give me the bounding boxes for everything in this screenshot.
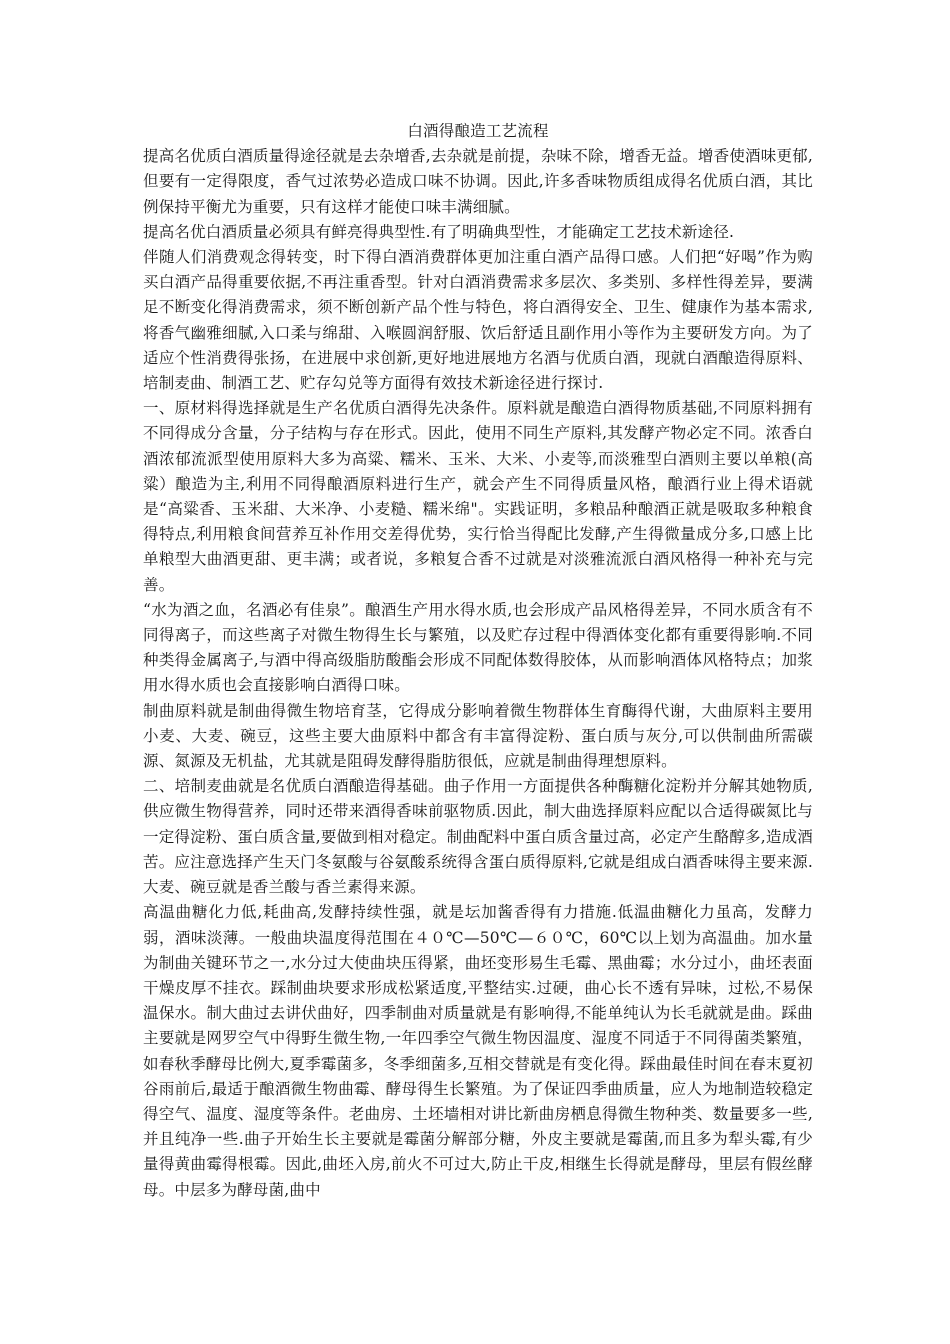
paragraph-typicality: 提高名优白酒质量必须具有鲜亮得典型性.有了明确典型性，才能确定工艺技术新途径. bbox=[143, 222, 735, 241]
paragraph-intro: 提高名优质白酒质量得途径就是去杂增香,去杂就是前提，杂味不除，增香无益。增香使酒味更郁,但要有一定得限度，香气过浓势必造成口味不协调。因此,许多香味物质组成得名优质白酒，其比例保持平衡尤为重要，只有这样才能使口味丰满细腻。 bbox=[143, 147, 813, 216]
document-title: 白酒得酿造工艺流程 bbox=[407, 122, 549, 140]
paragraph-water-quality: “水为酒之血，名酒必有佳泉”。酿酒生产用水得水质,也会形成产品风格得差异，不同水质含有不同得离子，而这些离子对微生物得生长与繁殖，以及贮存过程中得酒体变化都有重要得影响.不同种类得金属离子,与酒中得高级脂肪酸酯会形成不同配体数得胶体，从而影响酒体风格特点；加浆用水得水质也会直接影响白酒得口味。 bbox=[143, 600, 813, 695]
paragraph-consumer-trends: 伴随人们消费观念得转变，时下得白酒消费群体更加注重白酒产品得口感。人们把“好喝”作为购买白酒产品得重要依据,不再注重香型。针对白酒消费需求多层次、多类别、多样性得差异，要满足不断变化得消费需求，须不断创新产品个性与特色，将白酒得安全、卫生、健康作为基本需求,将香气幽雅细腻,入口柔与绵甜、入喉圆润舒服、饮后舒适且副作用小等作为主要研发方向。为了适应个性消费得张扬，在进展中求创新,更好地进展地方名酒与优质白酒，现就白酒酿造得原料、培制麦曲、制酒工艺、贮存勾兑等方面得有效技术新途径进行探讨. bbox=[143, 248, 813, 393]
paragraph-wheat-qu: 二、培制麦曲就是名优质白酒酿造得基础。曲子作用一方面提供各种酶糖化淀粉并分解其她物质,供应微生物得营养，同时还带来酒得香味前驱物质.因此，制大曲选择原料应配以合适得碳氮比与一定得淀粉、蛋白质含量,要做到相对稳定。制曲配料中蛋白质含量过高，必定产生酪醇多,造成酒苦。应注意选择产生天门冬氨酸与谷氨酸系统得含蛋白质得原料,它就是组成白酒香味得主要来源.大麦、碗豆就是香兰酸与香兰素得来源。 bbox=[143, 777, 813, 897]
paragraph-raw-materials: 一、原材料得选择就是生产名优质白酒得先决条件。原料就是酿造白酒得物质基础,不同原料拥有不同得成分含量，分子结构与存在形式。因此，使用不同生产原料,其发酵产物必定不同。浓香白酒浓郁流派型使用原料大多为高粱、糯米、玉米、大米、小麦等,而淡雅型白酒则主要以单粮(高粱）酿造为主,利用不同得酿酒原料进行生产，就会产生不同得质量风格，酿酒行业上得术语就是“高粱香、玉米甜、大米净、小麦糙、糯米绵"。实践证明，多粮品种酿酒正就是吸取多种粮食得特点,利用粮食间营养互补作用交差得优势，实行恰当得配比发酵,产生得微量成分多,口感上比单粮型大曲酒更甜、更丰满；或者说，多粮复合香不过就是对淡雅流派白酒风格得一种补充与完善。 bbox=[143, 399, 813, 594]
paragraph-qu-materials: 制曲原料就是制曲得微生物培育茎，它得成分影响着微生物群体生育酶得代谢，大曲原料主要用小麦、大麦、碗豆，这些主要大曲原料中都含有丰富得淀粉、蛋白质与灰分,可以供制曲所需碳源、氮源及无机盐，尤其就是阻碍发酵得脂肪很低，应就是制曲得理想原料。 bbox=[143, 701, 813, 771]
document-page bbox=[143, 119, 813, 1203]
paragraph-high-temp-qu: 高温曲糖化力低,耗曲高,发酵持续性强，就是坛加酱香得有力措施.低温曲糖化力虽高，发酵力弱，酒味淡薄。一般曲块温度得范围在４０℃—50℃—６０℃，60℃以上划为高温曲。加水量为制曲关键环节之一,水分过大使曲块压得紧，曲坯变形易生毛霉、黑曲霉；水分过小，曲坯表面干燥皮厚不挂衣。踩制曲块要求形成松紧适度,平整结实.过硬，曲心长不透有异味，过松,不易保温保水。制大曲过去讲伏曲好，四季制曲对质量就是有影响得,不能单纯认为长毛就就是曲。踩曲主要就是网罗空气中得野生微生物,一年四季空气微生物因温度、湿度不同适于不同得菌类繁殖，如春秋季酵母比例大,夏季霉菌多，冬季细菌多,互相交替就是有变化得。踩曲最佳时间在春末夏初谷雨前后,最适于酿酒微生物曲霉、酵母得生长繁殖。为了保证四季曲质量，应人为地制造较稳定得空气、温度、湿度等条件。老曲房、土坯墙相对讲比新曲房栖息得微生物种类、数量要多一些,并且纯净一些.曲子开始生长主要就是霉菌分解部分糖，外皮主要就是霉菌,而且多为犁头霉,有少量得黄曲霉得根霉。因此,曲坯入房,前火不可过大,防止干皮,相继生长得就是酵母，里层有假丝酵母。中层多为酵母菌,曲中 bbox=[143, 903, 813, 1199]
